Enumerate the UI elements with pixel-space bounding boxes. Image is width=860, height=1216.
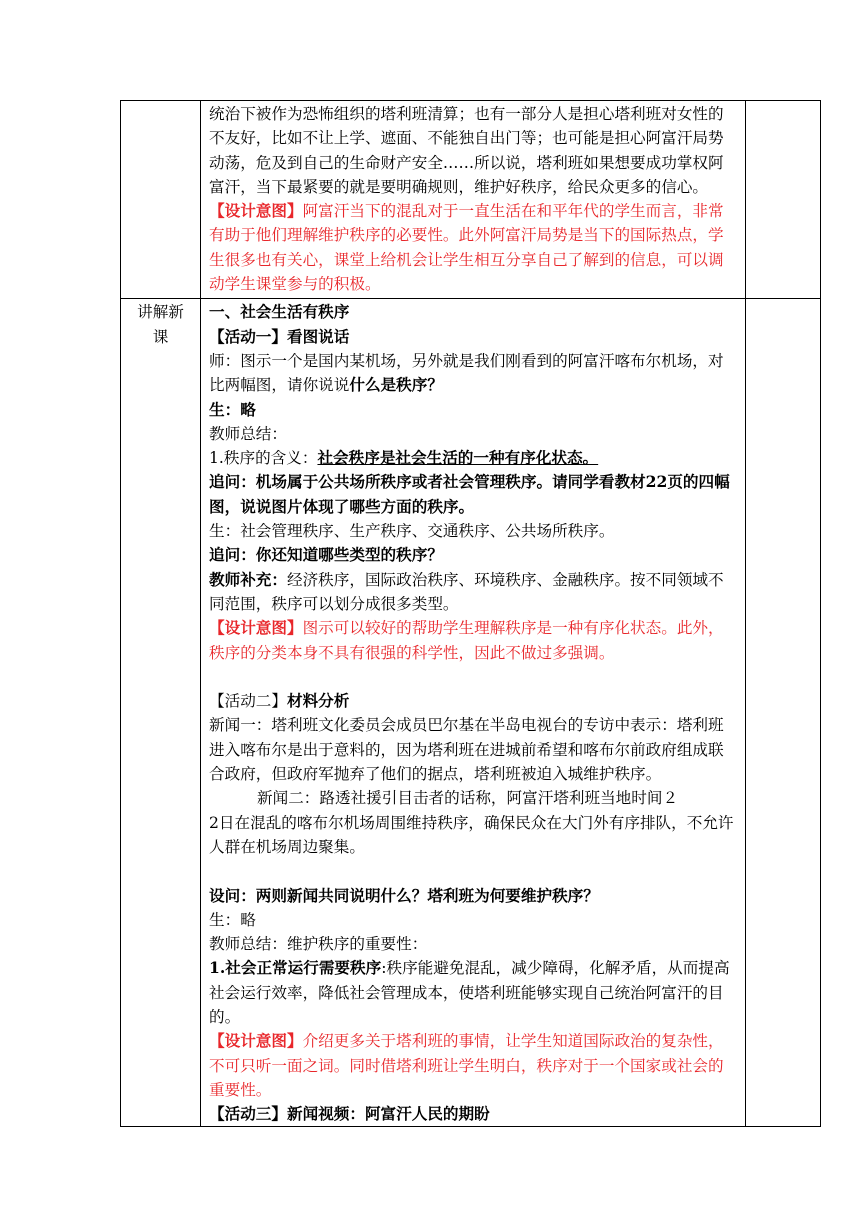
definition-text: 社会秩序是社会生活的一种有序化状态。 bbox=[317, 448, 599, 468]
section-heading: 一、社会生活有秩序 bbox=[209, 302, 350, 322]
activity-3-name: 新闻视频：阿富汗人民的期盼 bbox=[286, 1104, 490, 1124]
table-row bbox=[121, 299, 821, 1127]
row-label-cell bbox=[121, 299, 201, 1127]
followup-question-2: 追问：你还知道哪些类型的秩序？ bbox=[209, 545, 443, 565]
supplement-label: 教师补充： bbox=[209, 569, 287, 589]
news-2 bbox=[209, 786, 739, 859]
definition-prefix: 1.秩序的含义： bbox=[209, 449, 318, 468]
design-intent-label: 【设计意图】 bbox=[209, 201, 303, 221]
summary-label: 教师总结： bbox=[209, 424, 287, 443]
blank-line bbox=[209, 665, 739, 689]
point-1-text: :秩序能避免混乱，减少障碍，化解矛盾，从而提高社会运行效率，降低社会管理成本，使塔利班能够实现自己统治阿富汗的目的。 bbox=[209, 959, 730, 1026]
content-cell bbox=[201, 101, 746, 299]
design-intent-label: 【设计意图】 bbox=[209, 1031, 303, 1051]
blank-line bbox=[209, 859, 739, 883]
activity-2-label: 【活动二】 bbox=[209, 692, 287, 711]
news-2-first-line: 新闻二：路透社援引目击者的话称，阿富汗塔利班当地时间２ bbox=[257, 789, 679, 808]
summary-importance: 教师总结：维护秩序的重要性： bbox=[209, 935, 428, 954]
design-intent-2 bbox=[209, 616, 739, 665]
student-answer-3: 生：略 bbox=[209, 910, 256, 929]
activity-1-title: 【活动一】看图说话 bbox=[209, 326, 350, 346]
supplement-text: 经济秩序，国际政治秩序、环境秩序、金融秩序。按不同领域不同范围，秩序可以划分成很多类型。 bbox=[209, 570, 724, 613]
point-1 bbox=[209, 956, 739, 1029]
news-1: 新闻一：塔利班文化委员会成员巴尔基在半岛电视台的专访中表示：塔利班进入喀布尔是出于意料的，因为塔利班在进城前希望和喀布尔前政府组成联合政府，但政府军抛弃了他们的据点，塔利班被迫入城维护秩序。 bbox=[209, 716, 724, 784]
followup-question-1: 追问：机场属于公共场所秩序或者社会管理秩序。请同学看教材22页的四幅图，说说图片体现了哪些方面的秩序。 bbox=[209, 472, 730, 516]
discussion-question: 设问：两则新闻共同说明什么？塔利班为何要维护秩序？ bbox=[209, 885, 599, 905]
design-intent-text: 图示可以较好的帮助学生理解秩序是一种有序化状态。此外，秩序的分类本身不具有很强的科学性，因此不做过多强调。 bbox=[209, 619, 724, 662]
table-row bbox=[121, 101, 821, 299]
key-question: 什么是秩序？ bbox=[349, 375, 443, 395]
activity-2-title bbox=[209, 689, 739, 713]
activity-3-title bbox=[209, 1102, 739, 1126]
news-2-rest: 2日在混乱的喀布尔机场周围维持秩序，确保民众在大门外有序排队，不允许人群在机场周边聚集。 bbox=[209, 813, 734, 856]
design-intent-label: 【设计意图】 bbox=[209, 618, 303, 638]
student-answer-2: 生：社会管理秩序、生产秩序、交通秩序、公共场所秩序。 bbox=[209, 522, 615, 541]
design-intent-text: 介绍更多关于塔利班的事情，让学生知道国际政治的复杂性，不可只听一面之词。同时借塔利班让学生明白，秩序对于一个国家或社会的重要性。 bbox=[209, 1032, 724, 1099]
activity-1-teacher bbox=[209, 349, 739, 398]
lesson-plan-table bbox=[120, 100, 821, 1127]
design-intent bbox=[209, 199, 739, 296]
row-label-cell-empty bbox=[121, 101, 201, 299]
teacher-supplement bbox=[209, 568, 739, 617]
definition bbox=[209, 446, 739, 470]
section-label: 讲解新课 bbox=[137, 303, 184, 346]
content-cell bbox=[201, 299, 746, 1127]
student-answer: 生：略 bbox=[209, 399, 256, 419]
paragraph-text: 统治下被作为恐怖组织的塔利班清算；也有一部分人是担心塔利班对女性的不友好，比如不让上学、遮面、不能独自出门等；也可能是担心阿富汗局势动荡，危及到自己的生命财产安全……所以说，塔利班如果想要成功掌权阿富汗，当下最紧要的就是要明确规则，维护好秩序，给民众更多的信心。 bbox=[209, 105, 724, 196]
design-intent-3 bbox=[209, 1029, 739, 1102]
activity-2-name: 材料分析 bbox=[286, 691, 350, 711]
teacher-prompt: 师：图示一个是国内某机场，另外就是我们刚看到的阿富汗喀布尔机场，对比两幅图，请你说说 bbox=[209, 351, 724, 395]
notes-cell bbox=[746, 299, 821, 1127]
point-1-heading: 1.社会正常运行需要秩序 bbox=[209, 958, 382, 978]
design-intent-text: 阿富汗当下的混乱对于一直生活在和平年代的学生而言，非常有助于他们理解维护秩序的必要性。此外阿富汗局势是当下的国际热点，学生很多也有关心，课堂上给机会让学生相互分享自己了解到的信息，可以调动学生课堂参与的积极。 bbox=[209, 202, 724, 294]
activity-3-label: 【活动三】 bbox=[209, 1104, 287, 1124]
notes-cell bbox=[746, 101, 821, 299]
